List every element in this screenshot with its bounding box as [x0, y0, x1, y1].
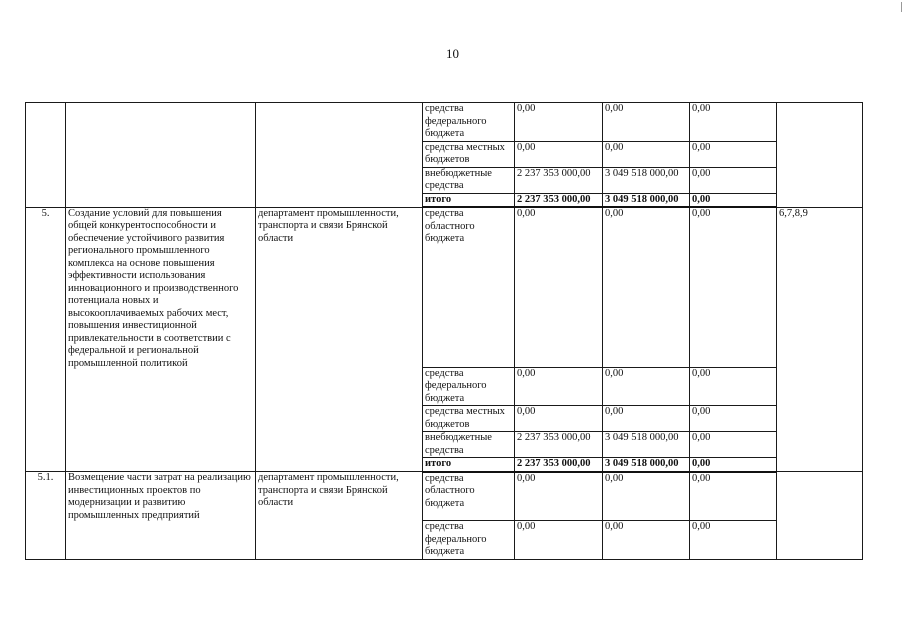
funding-source-cell: внебюджетные средства: [423, 167, 515, 193]
amount-cell-2: 0,00: [603, 406, 690, 432]
financing-table: [25, 102, 863, 560]
amount-cell-1: 2 237 353 000,00: [515, 167, 603, 193]
executor-cell: департамент промышленности, транспорта и связи Брянской области: [256, 207, 423, 472]
indicator-cell: [777, 103, 863, 208]
table-row: [26, 207, 863, 367]
scan-edge-mark: [901, 2, 902, 12]
funding-source-cell: средства местных бюджетов: [423, 141, 515, 167]
amount-cell-2: 0,00: [603, 103, 690, 142]
amount-cell-1: 0,00: [515, 207, 603, 367]
amount-cell-3: 0,00: [690, 167, 777, 193]
amount-cell-3: 0,00: [690, 103, 777, 142]
row-number-cell: [26, 103, 66, 208]
amount-cell-2: 3 049 518 000,00: [603, 193, 690, 207]
indicator-cell: [777, 472, 863, 560]
funding-source-cell: средства федерального бюджета: [423, 103, 515, 142]
executor-cell: [256, 103, 423, 208]
amount-cell-2: 3 049 518 000,00: [603, 432, 690, 458]
amount-cell-3: 0,00: [690, 458, 777, 472]
funding-source-cell: итого: [423, 193, 515, 207]
table-row: [26, 103, 863, 142]
funding-source-cell: средства федерального бюджета: [423, 521, 515, 560]
row-number-cell: 5.1.: [26, 472, 66, 560]
amount-cell-3: 0,00: [690, 193, 777, 207]
amount-cell-1: 0,00: [515, 406, 603, 432]
amount-cell-1: 0,00: [515, 472, 603, 521]
amount-cell-2: 0,00: [603, 521, 690, 560]
funding-source-cell: средства федерального бюджета: [423, 367, 515, 406]
amount-cell-3: 0,00: [690, 207, 777, 367]
amount-cell-2: 3 049 518 000,00: [603, 167, 690, 193]
amount-cell-3: 0,00: [690, 406, 777, 432]
amount-cell-2: 0,00: [603, 472, 690, 521]
amount-cell-2: 3 049 518 000,00: [603, 458, 690, 472]
amount-cell-1: 0,00: [515, 367, 603, 406]
funding-source-cell: итого: [423, 458, 515, 472]
amount-cell-2: 0,00: [603, 207, 690, 367]
amount-cell-3: 0,00: [690, 521, 777, 560]
amount-cell-2: 0,00: [603, 367, 690, 406]
amount-cell-1: 2 237 353 000,00: [515, 458, 603, 472]
amount-cell-3: 0,00: [690, 432, 777, 458]
amount-cell-1: 0,00: [515, 141, 603, 167]
amount-cell-3: 0,00: [690, 367, 777, 406]
indicator-cell: 6,7,8,9: [777, 207, 863, 472]
table-row: [26, 472, 863, 521]
event-cell: Создание условий для повышения общей конкурентоспособности и обеспечение устойчивого развития регионального промышленного комплекса на основе повышения эффективности использования инновационного и производственного потенциала новых и высокооплачиваемых рабочих мест, повышения инвестиционной привлекательности в соответствии с федеральной и региональной промышленной политикой: [66, 207, 256, 472]
event-cell: [66, 103, 256, 208]
page-number: 10: [446, 46, 459, 61]
funding-source-cell: внебюджетные средства: [423, 432, 515, 458]
funding-source-cell: средства областного бюджета: [423, 472, 515, 521]
funding-source-cell: средства местных бюджетов: [423, 406, 515, 432]
amount-cell-3: 0,00: [690, 472, 777, 521]
amount-cell-1: 0,00: [515, 103, 603, 142]
event-cell: Возмещение части затрат на реализацию инвестиционных проектов по модернизации и развитию промышленных предприятий: [66, 472, 256, 560]
amount-cell-1: 2 237 353 000,00: [515, 432, 603, 458]
amount-cell-3: 0,00: [690, 141, 777, 167]
amount-cell-1: 0,00: [515, 521, 603, 560]
row-number-cell: 5.: [26, 207, 66, 472]
funding-source-cell: средства областного бюджета: [423, 207, 515, 367]
amount-cell-2: 0,00: [603, 141, 690, 167]
executor-cell: департамент промышленности, транспорта и связи Брянской области: [256, 472, 423, 560]
amount-cell-1: 2 237 353 000,00: [515, 193, 603, 207]
